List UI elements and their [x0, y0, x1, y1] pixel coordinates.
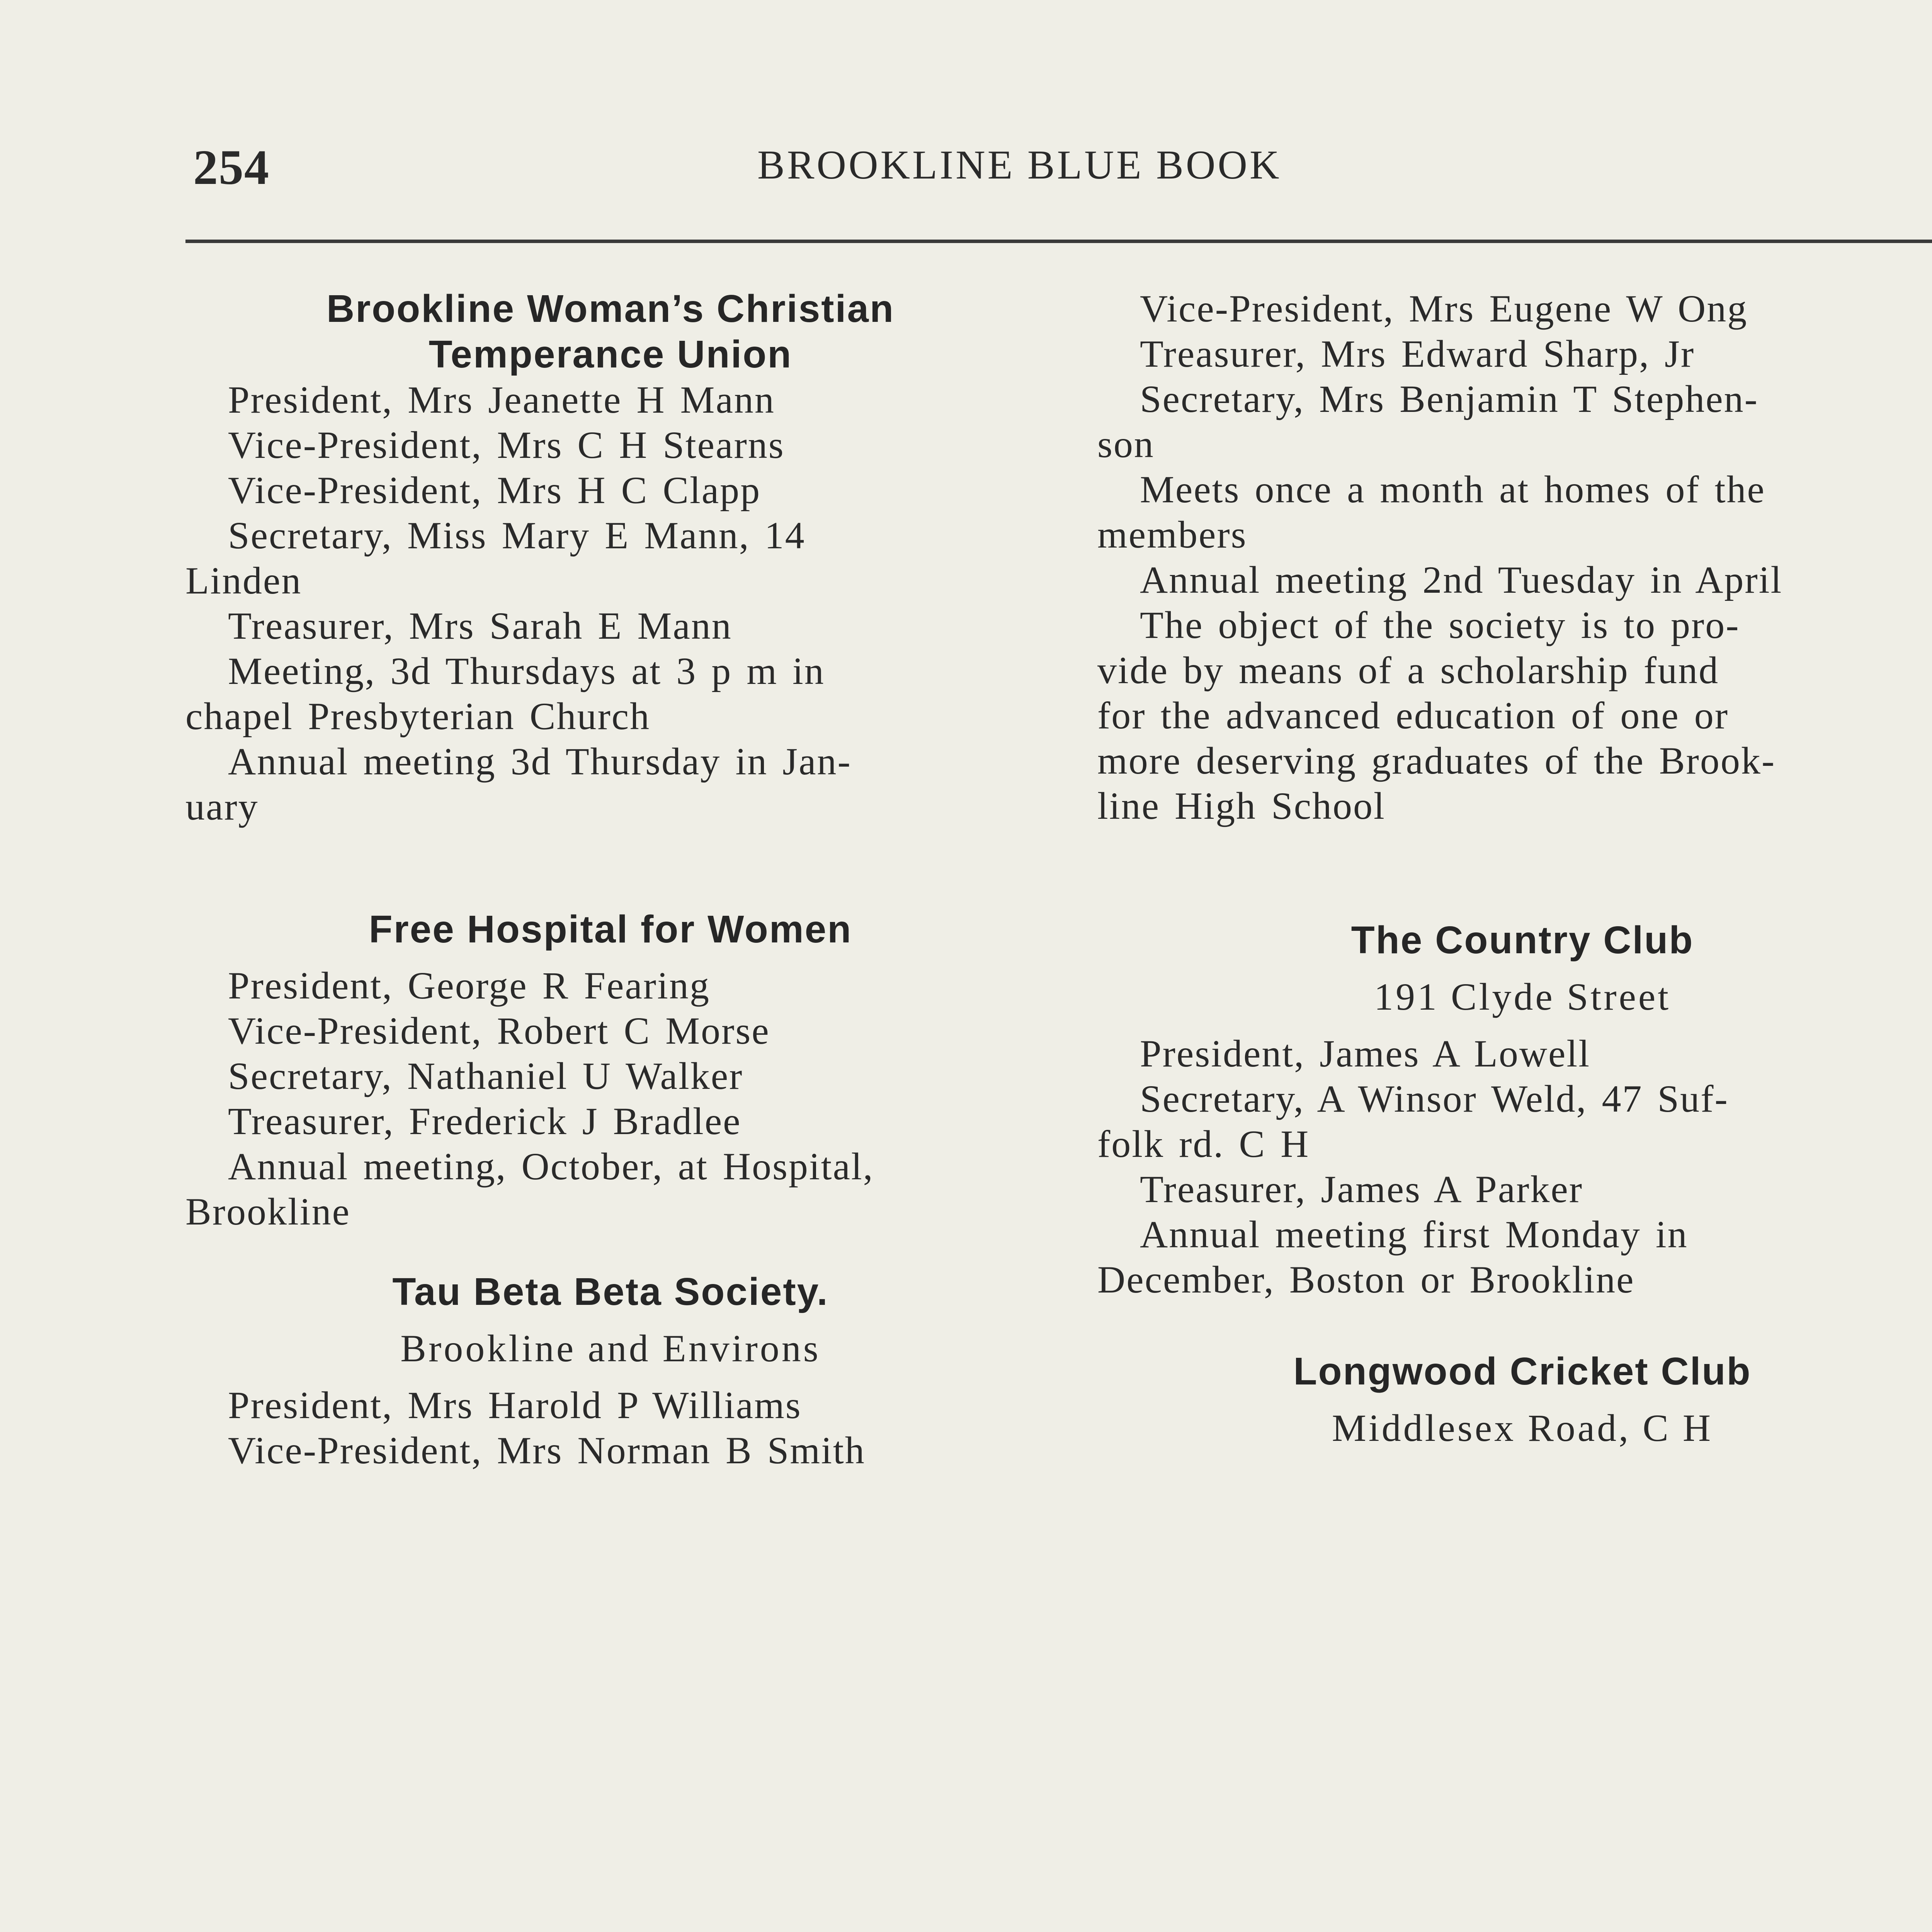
entry-line: members: [1097, 513, 1247, 556]
entry-line: Vice-President, Mrs Eugene W Ong: [1140, 287, 1748, 330]
entry-line: Meets once a month at homes of the: [1140, 468, 1765, 511]
entry-line: son: [1097, 423, 1155, 466]
org-name: The Country Club: [1351, 918, 1694, 962]
entry-line: Annual meeting 3d Thursday in Jan-: [228, 740, 852, 783]
entry-line: Annual meeting, October, at Hospital,: [228, 1145, 874, 1188]
entry-line: more deserving graduates of the Brook-: [1097, 739, 1776, 782]
org-name: Brookline Woman’s Christian: [326, 287, 895, 330]
org-address: 191 Clyde Street: [1374, 975, 1671, 1018]
entry-line: Vice-President, Mrs C H Stearns: [228, 423, 785, 466]
entry-line: President, Mrs Harold P Williams: [228, 1384, 802, 1427]
header-rule: [185, 240, 1932, 243]
entry-line: Annual meeting 2nd Tuesday in April: [1140, 558, 1783, 601]
entry-line: for the advanced education of one or: [1097, 694, 1729, 737]
entry-wctu: [185, 286, 1036, 829]
org-subtitle: Brookline and Environs: [400, 1327, 821, 1370]
entry-line: December, Boston or Brookline: [1097, 1258, 1635, 1301]
entry-line: Treasurer, James A Parker: [1140, 1168, 1583, 1211]
page-number: 254: [193, 140, 270, 195]
entry-line: Secretary, Mrs Benjamin T Stephen-: [1140, 378, 1759, 420]
entry-free-hospital: [185, 906, 1036, 1234]
entry-line: line High School: [1097, 784, 1386, 827]
entry-line: Linden: [185, 559, 302, 602]
entry-line: Secretary, Miss Mary E Mann, 14: [228, 514, 806, 557]
entry-line: Vice-President, Mrs Norman B Smith: [228, 1429, 866, 1472]
entry-line: Vice-President, Robert C Morse: [228, 1009, 770, 1052]
entry-line: President, Mrs Jeanette H Mann: [228, 378, 775, 421]
right-column: [1097, 286, 1932, 1451]
running-head: [0, 139, 1932, 201]
org-name: Tau Beta Beta Society.: [392, 1270, 829, 1313]
entry-line: vide by means of a scholarship fund: [1097, 649, 1719, 692]
left-column: [185, 286, 1036, 1473]
entry-longwood: [1097, 1349, 1932, 1451]
entry-line: Secretary, A Winsor Weld, 47 Suf-: [1140, 1077, 1729, 1120]
entry-tau-beta-continued: [1097, 286, 1932, 828]
entry-line: Treasurer, Frederick J Bradlee: [228, 1100, 742, 1143]
entry-line: Meeting, 3d Thursdays at 3 p m in: [228, 650, 825, 692]
org-name: Temperance Union: [429, 333, 793, 376]
entry-line: Secretary, Nathaniel U Walker: [228, 1054, 743, 1097]
entry-line: folk rd. C H: [1097, 1122, 1310, 1165]
entry-line: President, James A Lowell: [1140, 1032, 1590, 1075]
entry-line: Brookline: [185, 1190, 350, 1233]
entry-line: Treasurer, Mrs Sarah E Mann: [228, 604, 732, 647]
entry-line: chapel Presbyterian Church: [185, 695, 651, 738]
entry-line: Annual meeting first Monday in: [1140, 1213, 1688, 1256]
entry-line: uary: [185, 785, 259, 828]
org-address: Middlesex Road, C H: [1332, 1406, 1713, 1449]
org-name: Longwood Cricket Club: [1293, 1350, 1752, 1393]
entry-line: Vice-President, Mrs H C Clapp: [228, 469, 761, 512]
entry-line: The object of the society is to pro-: [1140, 604, 1740, 646]
entry-country-club: [1097, 917, 1932, 1302]
entry-tau-beta: [185, 1269, 1036, 1473]
entry-line: President, George R Fearing: [228, 964, 710, 1007]
org-name: Free Hospital for Women: [369, 908, 852, 951]
book-title: BROOKLINE BLUE BOOK: [757, 142, 1282, 187]
entry-line: Treasurer, Mrs Edward Sharp, Jr: [1140, 332, 1695, 375]
